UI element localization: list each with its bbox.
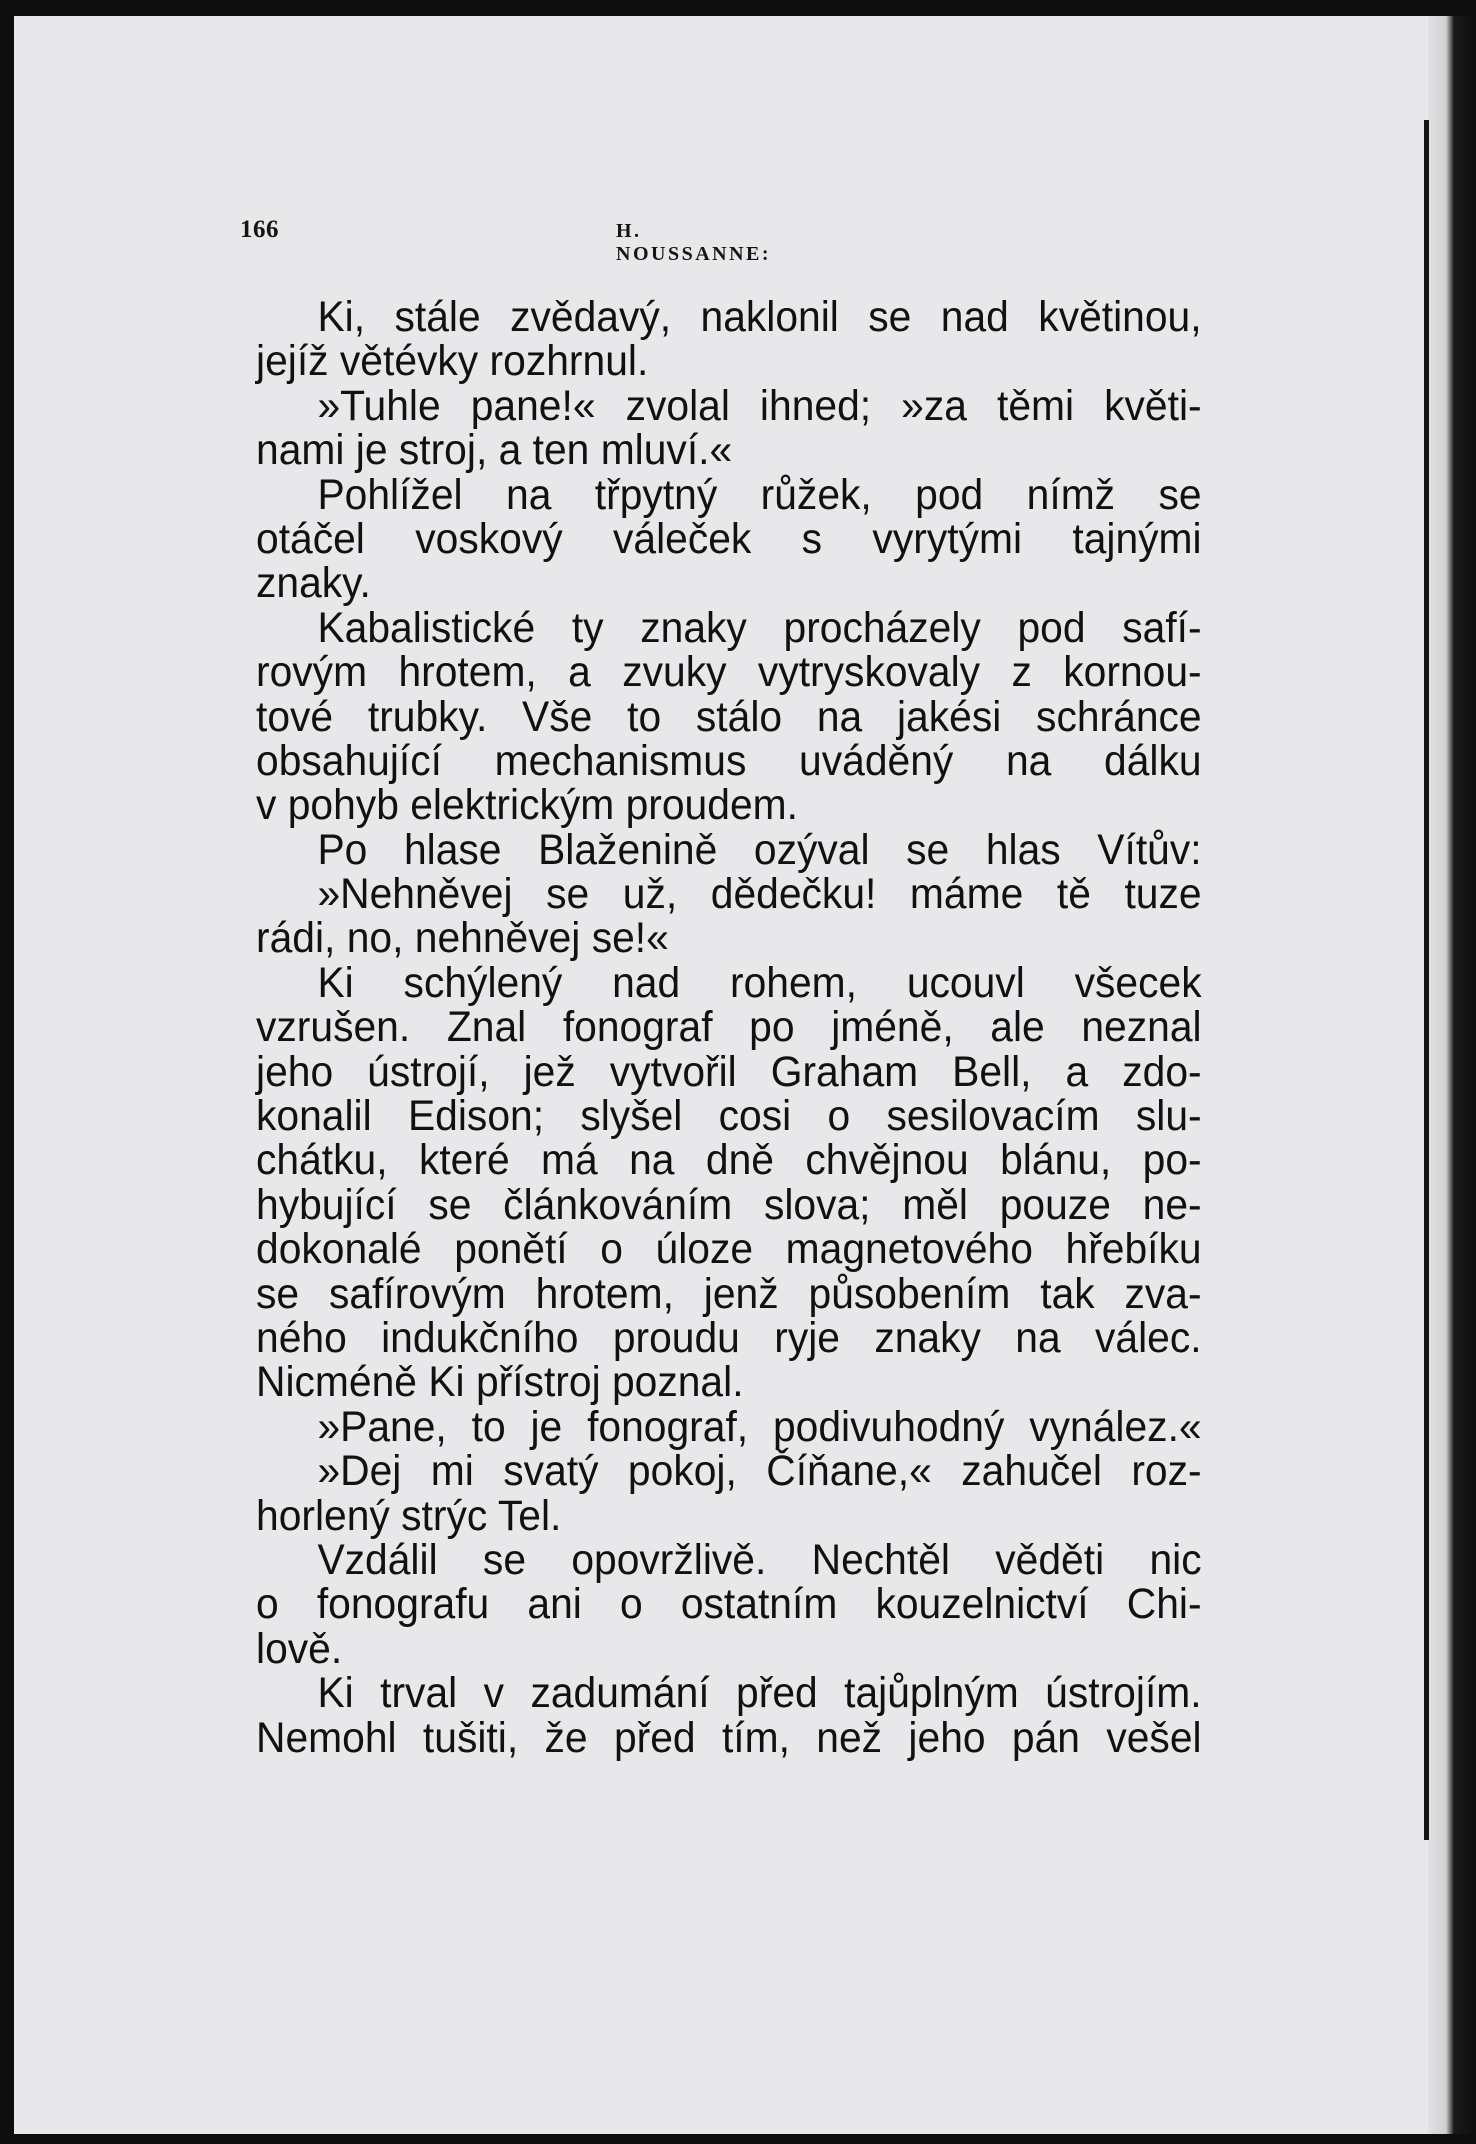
text-line: obsahující mechanismus uváděný na dálku bbox=[256, 737, 1202, 785]
text-line: »Nehněvej se už, dědečku! máme tě tuze bbox=[317, 871, 1202, 919]
text-line: Ki trval v zadumání před tajůplným ústrojím. bbox=[317, 1670, 1202, 1718]
text-line: lově. bbox=[256, 1625, 343, 1673]
text-line: jeho ústrojí, jež vytvořil Graham Bell, a zdo- bbox=[256, 1048, 1202, 1096]
binding-shadow-line bbox=[1424, 120, 1429, 1840]
text-line: Po hlase Blaženině ozýval se hlas Vítův: bbox=[317, 826, 1202, 874]
page-number: 166 bbox=[240, 216, 279, 243]
running-title: H. NOUSSANNE: bbox=[616, 220, 772, 265]
text-line: Ki, stále zvědavý, naklonil se nad květinou, bbox=[317, 294, 1202, 341]
running-head bbox=[240, 216, 800, 265]
text-line: chátku, které má na dně chvějnou blánu, po- bbox=[256, 1137, 1202, 1185]
text-line: hybující se článkováním slova; měl pouze ne- bbox=[256, 1181, 1202, 1229]
text-line: Nicméně Ki přístroj poznal. bbox=[256, 1359, 744, 1407]
text-line: tové trubky. Vše to stálo na jakési schránce bbox=[256, 693, 1202, 741]
text-line: v pohyb elektrickým proudem. bbox=[256, 782, 798, 830]
text-line: Ki schýlený nad rohem, ucouvl všecek bbox=[317, 959, 1202, 1007]
text-line: znaky. bbox=[256, 560, 371, 608]
text-line: Nemohl tušiti, že před tím, než jeho pán vešel bbox=[256, 1714, 1202, 1762]
text-line: nami je stroj, a ten mluví.« bbox=[256, 427, 733, 475]
text-line: »Dej mi svatý pokoj, Číňane,« zahučel roz- bbox=[317, 1448, 1202, 1496]
text-line: vzrušen. Znal fonograf po jméně, ale neznal bbox=[256, 1004, 1202, 1052]
text-line: se safírovým hrotem, jenž působením tak zva- bbox=[256, 1270, 1202, 1318]
text-line: Vzdálil se opovržlivě. Nechtěl věděti nic bbox=[317, 1536, 1202, 1584]
body-text bbox=[256, 296, 1202, 1761]
text-line: »Tuhle pane!« zvolal ihned; »za těmi květi- bbox=[317, 382, 1202, 430]
text-line: rovým hrotem, a zvuky vytryskovaly z kornou- bbox=[256, 649, 1202, 697]
text-line: o fonografu ani o ostatním kouzelnictví Chi- bbox=[256, 1581, 1202, 1629]
binding-edge bbox=[1428, 16, 1476, 2134]
text-line: »Pane, to je fonograf, podivuhodný vynález.« bbox=[317, 1403, 1202, 1451]
text-line: rádi, no, nehněvej se!« bbox=[256, 915, 669, 963]
text-line: horlený strýc Tel. bbox=[256, 1492, 562, 1540]
text-line: otáčel voskový váleček s vyrytými tajnými bbox=[256, 515, 1202, 563]
text-line: konalil Edison; slyšel cosi o sesilovacím slu- bbox=[256, 1093, 1202, 1141]
text-line: dokonalé ponětí o úloze magnetového hřebíku bbox=[256, 1226, 1202, 1274]
text-line: Kabalistické ty znaky procházely pod safí- bbox=[317, 604, 1202, 652]
text-line: jejíž větévky rozhrnul. bbox=[256, 338, 649, 386]
text-line: Pohlížel na třpytný růžek, pod nímž se bbox=[317, 471, 1202, 519]
text-line: ného indukčního proudu ryje znaky na válec. bbox=[256, 1314, 1202, 1362]
